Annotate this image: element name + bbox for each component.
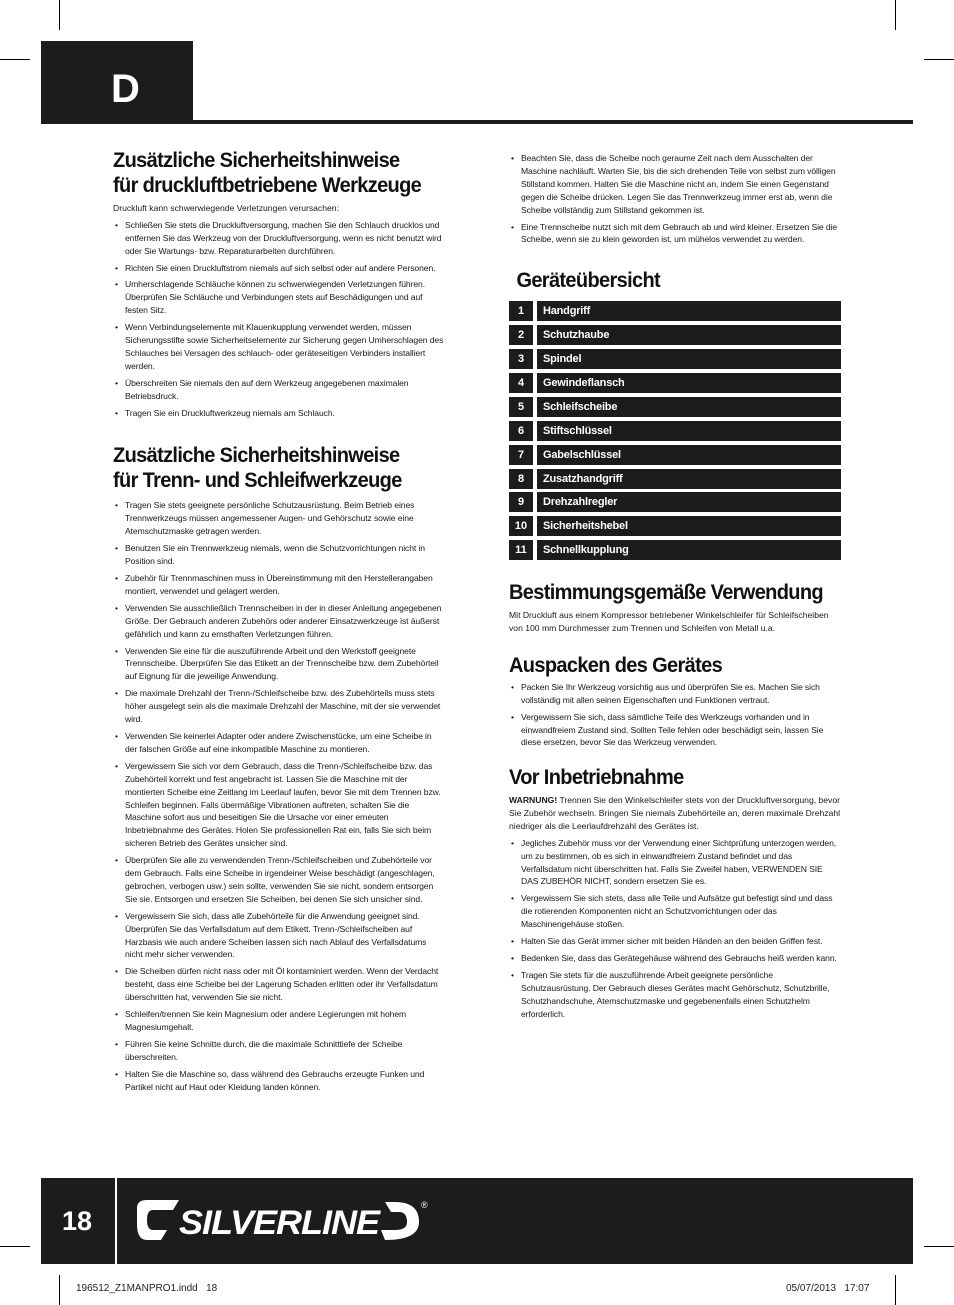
list-item: • Bedenken Sie, dass das Gerätegehäuse während des Gebrauchs heiß werden kann. xyxy=(509,952,841,965)
list-item: • Verwenden Sie ausschließlich Trennscheiben in der in dieser Anleitung angegebenen Größe. Der Gebrauch anderen Zubehörs oder anderer Einsatzwerkzeuge ist äußerst gefährlich und kann zu ernsthaften Verletzungen führen. xyxy=(113,602,445,641)
part-number: 8 xyxy=(509,469,533,489)
part-row xyxy=(509,445,841,465)
list-item: • Benutzen Sie ein Trennwerkzeug niemals, wenn die Schutzvorrichtungen nicht in Position sind. xyxy=(113,542,445,568)
warning-label: WARNUNG! xyxy=(509,795,558,806)
slug-file: 196512_Z1MANPRO1.indd 18 xyxy=(76,1283,218,1294)
part-name: Drehzahlregler xyxy=(537,492,841,512)
list-item: • Umherschlagende Schläuche können zu schwerwiegenden Verletzungen führen. Überprüfen Sie Schläuche und Verbindungen stets auf Beschädigungen und auf festen Sitz. xyxy=(113,278,445,317)
section-pneumatic-safety xyxy=(113,148,445,419)
language-tab xyxy=(41,41,193,123)
part-name: Sicherheitshebel xyxy=(537,516,841,536)
list-item: • Überschreiten Sie niemals den auf dem Werkzeug angegebenen maximalen Betriebsdruck. xyxy=(113,377,445,403)
part-number: 7 xyxy=(509,445,533,465)
section-overview xyxy=(509,268,841,560)
list-item: • Vergewissern Sie sich, dass sämtliche Teile des Werkzeugs vorhanden und in einwandfreiem Zustand sind. Sollten Teile fehlen oder beschädigt sein, lassen Sie diese ersetzen, bevor Sie das Werkzeug verwenden. xyxy=(509,711,841,750)
section-intro: Druckluft kann schwerwiegende Verletzungen verursachen: xyxy=(113,203,339,213)
crop-mark xyxy=(0,1246,30,1247)
part-row xyxy=(509,349,841,369)
list-item: • Schleifen/trennen Sie kein Magnesium oder andere Legierungen mit hohem Magnesiumgehalt. xyxy=(113,1008,445,1034)
crop-mark xyxy=(895,0,896,30)
list-item: • Jegliches Zubehör muss vor der Verwendung einer Sichtprüfung unterzogen werden, um zu bestimmen, ob es sich in einwandfreiem Zustand befindet und das Verfallsdatum nicht überschritten hat. Falls Sie Zweifel haben, VERWENDEN SIE DAS ZUBEHÖR NICHT, sondern ersetzen Sie es. xyxy=(509,837,841,889)
footer-bar xyxy=(41,1178,913,1264)
part-row xyxy=(509,421,841,441)
part-number: 6 xyxy=(509,421,533,441)
part-row xyxy=(509,373,841,393)
list-item: • Halten Sie das Gerät immer sicher mit beiden Händen an den beiden Griffen fest. xyxy=(509,935,841,948)
list-item: • Tragen Sie stets für die auszuführende Arbeit geeignete persönliche Schutzausrüstung. Der Gebrauch dieses Gerätes macht Gehörschutz, Schutzbrille, Schutzhandschuhe, Atemschutzmaske und gegebenenfalls einen Schutzhelm erforderlich. xyxy=(509,969,841,1021)
list-item: • Vergewissern Sie sich stets, dass alle Teile und Aufsätze gut befestigt sind und dass die rotierenden Komponenten nicht an Schutzvorrichtungen oder das Maschinengehäuse stoßen. xyxy=(509,892,841,931)
crop-mark xyxy=(59,0,60,30)
part-name: Gabelschlüssel xyxy=(537,445,841,465)
bullet-list xyxy=(113,219,445,420)
part-number: 5 xyxy=(509,397,533,417)
bullet-list xyxy=(113,499,445,1093)
section-text: Mit Druckluft aus einem Kompressor betriebener Winkelschleifer für Schleifscheiben von 100 mm Durchmesser zum Trennen und Schleifen von Metall u.a. xyxy=(509,610,829,634)
list-item: • Vergewissern Sie sich vor dem Gebrauch, dass die Trenn-/Schleifscheibe bzw. das Zubehörteil korrekt und fest angebracht ist. Lassen Sie die Maschine mit der montierten Scheibe eine Zeitlang im Leerlauf laufen, bevor Sie mit dem Trennen bzw. Schleifen beginnen. Falls übermäßige Vibrationen auftreten, schalten Sie die Maschine sofort aus und beseitigen Sie die Ursache vor einer erneuten Inbetriebnahme des Gerätes. Holen Sie professionellen Rat ein, falls Sie sich beim sicheren Betrieb des Gerätes unsicher sind. xyxy=(113,760,445,850)
page-number: 18 xyxy=(61,1205,93,1236)
part-name: Schnellkupplung xyxy=(537,540,841,560)
part-number: 1 xyxy=(509,301,533,321)
part-name: Spindel xyxy=(537,349,841,369)
section-intended-use xyxy=(509,580,841,635)
list-item: • Zubehör für Trennmaschinen muss in Übereinstimmung mit den Herstellerangaben montiert, verwendet und gelagert werden. xyxy=(113,572,445,598)
header-rule xyxy=(41,120,913,124)
list-item: • Überprüfen Sie alle zu verwendenden Trenn-/Schleifscheiben und Zubehörteile vor dem Gebrauch. Falls eine Scheibe in irgendeiner Weise beschädigt (angeschlagen, gebrochen, verbogen usw.) sein sollte, verwenden Sie sie nicht, sondern entsorgen Sie sie. Entsorgen und ersetzen Sie Scheiben, bei denen Sie sich unsicher sind. xyxy=(113,854,445,906)
list-item: • Richten Sie einen Druckluftstrom niemals auf sich selbst oder auf andere Personen. xyxy=(113,262,445,275)
bullet-list xyxy=(509,681,841,750)
section-title: für druckluftbetriebene Werkzeuge xyxy=(113,173,422,197)
part-number: 3 xyxy=(509,349,533,369)
list-item: • Halten Sie die Maschine so, dass während des Gebrauchs erzeugte Funken und Partikel nicht auf Haut oder Kleidung landen können. xyxy=(113,1068,445,1094)
logo-wordmark: SILVERLINE xyxy=(179,1204,382,1242)
section-title: Zusätzliche Sicherheitshinweise xyxy=(113,148,400,172)
section-title: Geräteübersicht xyxy=(516,268,661,293)
list-item: • Die Scheiben dürfen nicht nass oder mit Öl kontaminiert werden. Wenn der Verdacht besteht, dass eine Scheibe bei der Lagerung Schaden erlitten oder ihr Verfallsdatum überschritten hat, verwenden Sie sie nicht. xyxy=(113,965,445,1004)
part-number: 10 xyxy=(509,516,533,536)
section-title: Auspacken des Gerätes xyxy=(509,652,723,677)
part-name: Gewindeflansch xyxy=(537,373,841,393)
list-item: • Tragen Sie stets geeignete persönliche Schutzausrüstung. Beim Betrieb eines Trennwerkzeugs müssen angemessener Augen- und Gehörschutz sowie eine Atemschutzmaske getragen werden. xyxy=(113,499,445,538)
part-number: 4 xyxy=(509,373,533,393)
list-item: • Schließen Sie stets die Druckluftversorgung, machen Sie den Schlauch drucklos und entfernen Sie das Werkzeug von der Druckluftversorgung, wenn es nicht benutzt wird oder Sie Wartungs- bzw. Reparaturarbeiten durchführen. xyxy=(113,219,445,258)
part-name: Handgriff xyxy=(537,301,841,321)
list-item: • Die maximale Drehzahl der Trenn-/Schleifscheibe bzw. des Zubehörteils muss stets höher ausgelegt sein als die maximale Drehzahl der Maschine, mit der sie verwendet wird. xyxy=(113,687,445,726)
slug-date: 05/07/2013 17:07 xyxy=(786,1283,870,1294)
part-row xyxy=(509,540,841,560)
section-title: Bestimmungsgemäße Verwendung xyxy=(509,580,823,605)
list-item: • Tragen Sie ein Druckluftwerkzeug niemals am Schlauch. xyxy=(113,407,445,420)
part-number: 9 xyxy=(509,492,533,512)
crop-mark xyxy=(895,1275,896,1305)
list-item: • Verwenden Sie eine für die auszuführende Arbeit und den Werkstoff geeignete Trennscheibe. Überprüfen Sie das Etikett an der Trennscheibe bzw. dem Zubehörteil auf Eignung für die jeweilige Anwendung. xyxy=(113,645,445,684)
section-cutting-safety xyxy=(113,443,445,1093)
part-row xyxy=(509,516,841,536)
bullet-list xyxy=(509,152,841,246)
list-item: • Packen Sie Ihr Werkzeug vorsichtig aus und überprüfen Sie es. Machen Sie sich vollständig mit allen seinen Eigenschaften und Funktionen vertraut. xyxy=(509,681,841,707)
list-item: • Eine Trennscheibe nutzt sich mit dem Gebrauch ab und wird kleiner. Ersetzen Sie die Scheibe, wenn sie zu klein geworden ist, um mühelos verwendet zu werden. xyxy=(509,221,841,247)
section-title: Vor Inbetriebnahme xyxy=(509,765,684,790)
part-row xyxy=(509,325,841,345)
section-before-use xyxy=(509,765,841,1020)
right-column xyxy=(509,152,841,1025)
left-column xyxy=(113,148,445,1098)
list-item: • Wenn Verbindungselemente mit Klauenkupplung verwendet werden, müssen Sicherungsstifte sowie Sicherheitselemente zur Sicherung gegen Umherschlagen des Schlauches bei Versagen des schlauch- oder geräteseitigen Verbinders installiert werden. xyxy=(113,321,445,373)
silverline-logo xyxy=(133,1192,433,1252)
section-title: für Trenn- und Schleifwerkzeuge xyxy=(113,468,402,493)
part-name: Schutzhaube xyxy=(537,325,841,345)
part-row xyxy=(509,301,841,321)
warning-body: Trennen Sie den Winkelschleifer stets von der Druckluftversorgung, bevor Sie Zubehör wechseln. Bringen Sie niemals Zubehörteile an, deren maximale Drehzahl niedriger als die Leerlaufdrehzahl des Gerätes ist. xyxy=(509,795,841,831)
crop-mark xyxy=(59,1275,60,1305)
list-item: • Verwenden Sie keinerlei Adapter oder andere Zwischenstücke, um eine Scheibe in der falschen Größe auf eine inkompatible Maschine zu montieren. xyxy=(113,730,445,756)
footer-divider xyxy=(115,1178,117,1264)
part-name: Zusatzhandgriff xyxy=(537,469,841,489)
registered-mark: ® xyxy=(421,1200,428,1210)
part-number: 2 xyxy=(509,325,533,345)
crop-mark xyxy=(924,1246,954,1247)
list-item: • Vergewissern Sie sich, dass alle Zubehörteile für die Anwendung geeignet sind. Überprüfen Sie das Verfallsdatum auf dem Etikett. Trenn-/Schleifscheiben auf Harzbasis wie auch andere Scheiben lassen sich nach Ablauf des Verfallsdatums nicht mehr sicher verwenden. xyxy=(113,910,445,962)
part-row xyxy=(509,397,841,417)
list-item: • Beachten Sie, dass die Scheibe noch geraume Zeit nach dem Ausschalten der Maschine nachläuft. Warten Sie, bis die sich drehenden Teile von selbst zum völligen Stillstand kommen. Halten Sie die Maschine nicht an, indem Sie einen Gegenstand gegen die Scheibe drücken. Legen Sie das Trennwerkzeug immer erst ab, wenn die Scheibe vollständig zum Stillstand gekommen ist. xyxy=(509,152,841,217)
section-unpacking xyxy=(509,653,841,750)
language-code: D xyxy=(111,67,140,111)
bullet-list xyxy=(509,837,841,1021)
parts-list xyxy=(509,301,841,560)
part-row xyxy=(509,492,841,512)
part-row xyxy=(509,469,841,489)
crop-mark xyxy=(924,59,954,60)
part-name: Schleifscheibe xyxy=(537,397,841,417)
part-name: Stiftschlüssel xyxy=(537,421,841,441)
warning-text xyxy=(509,794,841,832)
crop-mark xyxy=(0,59,30,60)
list-item: • Führen Sie keine Schnitte durch, die die maximale Schnitttiefe der Scheibe überschreiten. xyxy=(113,1038,445,1064)
section-title: Zusätzliche Sicherheitshinweise xyxy=(113,443,400,468)
part-number: 11 xyxy=(509,540,533,560)
